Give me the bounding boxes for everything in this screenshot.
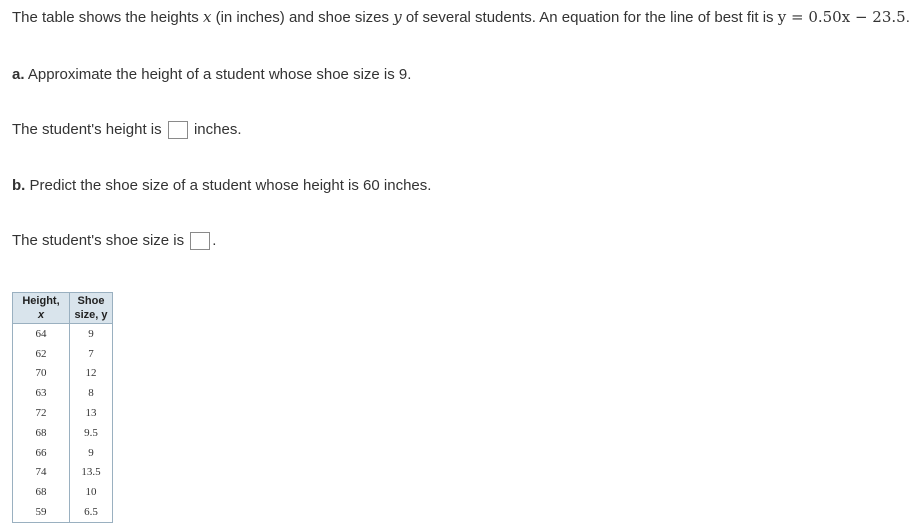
part-b-answer-prefix: The student's shoe size is <box>12 232 189 249</box>
shoe-size-answer-input[interactable] <box>190 232 210 250</box>
height-cell: 70 <box>13 364 70 384</box>
intro-part1: The table shows the heights <box>12 9 203 26</box>
shoe-size-cell: 13 <box>85 407 97 420</box>
part-b-label: b. <box>12 177 26 194</box>
table-header-row <box>13 293 113 324</box>
intro-end: . <box>905 9 910 26</box>
shoe-size-cell: 9.5 <box>84 426 98 439</box>
shoe-size-cell: 8 <box>88 387 94 400</box>
best-fit-equation: y = 0.50x − 23.5 <box>777 8 906 26</box>
part-a-question-text: Approximate the height of a student whose shoe size is 9. <box>24 66 412 83</box>
data-table <box>12 292 113 523</box>
table-row <box>13 344 113 364</box>
part-b-answer-line <box>12 232 216 250</box>
table-row <box>13 482 113 502</box>
table-row <box>13 383 113 403</box>
intro-part3: of several students. An equation for the line of best fit is <box>401 9 778 26</box>
table-row <box>13 502 113 522</box>
height-cell: 62 <box>13 344 70 364</box>
table-row <box>13 463 113 483</box>
shoe-size-cell: 9 <box>88 327 94 340</box>
table-row <box>13 423 113 443</box>
part-b-question-text: Predict the shoe size of a student whose height is 60 inches. <box>25 177 432 194</box>
shoe-size-cell: 10 <box>85 486 97 499</box>
table-row <box>13 364 113 384</box>
intro-part2: (in inches) and shoe sizes <box>211 9 394 26</box>
height-answer-input[interactable] <box>168 121 188 139</box>
intro-text <box>12 8 910 27</box>
shoe-size-cell: 13.5 <box>81 466 101 479</box>
part-b-answer-suffix: . <box>212 232 217 249</box>
table-row <box>13 443 113 463</box>
shoe-size-cell: 9 <box>88 446 94 459</box>
variable-y: y <box>393 8 402 26</box>
height-cell: 72 <box>13 403 70 423</box>
height-cell: 68 <box>13 423 70 443</box>
part-b-question <box>12 177 431 195</box>
part-a-label: a. <box>12 66 25 83</box>
shoe-size-cell: 7 <box>88 347 94 360</box>
shoe-size-cell: 6.5 <box>84 506 98 519</box>
table-row <box>13 403 113 423</box>
header-shoe-size: Shoe size, y <box>70 293 113 324</box>
shoe-size-cell: 12 <box>85 367 97 380</box>
header-height: Height, x <box>13 293 70 324</box>
part-a-answer-suffix: inches. <box>189 121 242 138</box>
height-cell: 63 <box>13 383 70 403</box>
table-row <box>13 324 113 344</box>
height-cell: 74 <box>13 463 70 483</box>
height-cell: 68 <box>13 482 70 502</box>
variable-x: x <box>202 8 212 26</box>
height-cell: 64 <box>13 324 70 344</box>
part-a-answer-line <box>12 121 242 139</box>
height-cell: 59 <box>13 502 70 522</box>
height-cell: 66 <box>13 443 70 463</box>
part-a-answer-prefix: The student's height is <box>12 121 166 138</box>
part-a-question <box>12 66 411 84</box>
